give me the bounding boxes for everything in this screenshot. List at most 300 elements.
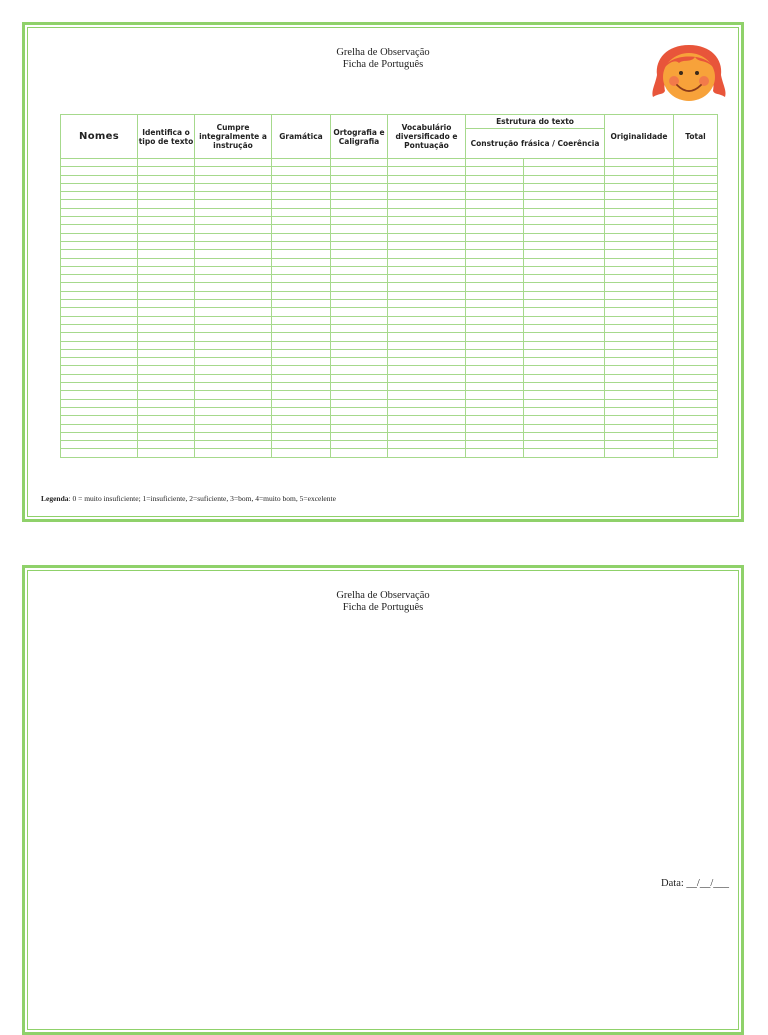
table-cell[interactable] — [331, 275, 388, 283]
table-cell[interactable] — [195, 217, 272, 225]
table-cell[interactable] — [61, 200, 138, 208]
table-cell[interactable] — [61, 217, 138, 225]
table-cell[interactable] — [272, 159, 331, 167]
table-cell[interactable] — [605, 341, 674, 349]
table-cell[interactable] — [61, 432, 138, 440]
table-cell[interactable] — [674, 159, 718, 167]
table-cell[interactable] — [272, 300, 331, 308]
table-cell[interactable] — [138, 424, 195, 432]
table-cell[interactable] — [272, 283, 331, 291]
table-cell[interactable] — [61, 266, 138, 274]
table-cell[interactable] — [524, 308, 605, 316]
table-cell[interactable] — [61, 333, 138, 341]
table-cell[interactable] — [605, 250, 674, 258]
table-cell[interactable] — [272, 217, 331, 225]
table-cell[interactable] — [524, 449, 605, 457]
table-cell[interactable] — [524, 258, 605, 266]
table-cell[interactable] — [388, 192, 466, 200]
table-cell[interactable] — [388, 233, 466, 241]
table-cell[interactable] — [61, 250, 138, 258]
table-cell[interactable] — [466, 283, 524, 291]
table-cell[interactable] — [331, 250, 388, 258]
table-cell[interactable] — [272, 324, 331, 332]
table-cell[interactable] — [524, 208, 605, 216]
table-cell[interactable] — [195, 349, 272, 357]
table-cell[interactable] — [195, 407, 272, 415]
table-cell[interactable] — [674, 449, 718, 457]
table-cell[interactable] — [272, 341, 331, 349]
table-cell[interactable] — [674, 250, 718, 258]
table-cell[interactable] — [195, 283, 272, 291]
table-cell[interactable] — [674, 383, 718, 391]
table-cell[interactable] — [466, 366, 524, 374]
table-cell[interactable] — [331, 383, 388, 391]
table-cell[interactable] — [138, 333, 195, 341]
table-cell[interactable] — [195, 374, 272, 382]
table-cell[interactable] — [524, 225, 605, 233]
table-cell[interactable] — [388, 333, 466, 341]
table-cell[interactable] — [138, 159, 195, 167]
table-cell[interactable] — [138, 407, 195, 415]
table-cell[interactable] — [195, 167, 272, 175]
table-cell[interactable] — [524, 250, 605, 258]
table-cell[interactable] — [138, 383, 195, 391]
table-cell[interactable] — [466, 225, 524, 233]
table-cell[interactable] — [466, 432, 524, 440]
table-cell[interactable] — [466, 324, 524, 332]
table-cell[interactable] — [61, 316, 138, 324]
table-cell[interactable] — [605, 241, 674, 249]
table-cell[interactable] — [605, 233, 674, 241]
table-cell[interactable] — [272, 167, 331, 175]
table-cell[interactable] — [138, 349, 195, 357]
table-cell[interactable] — [388, 217, 466, 225]
table-cell[interactable] — [388, 258, 466, 266]
table-cell[interactable] — [524, 366, 605, 374]
table-cell[interactable] — [61, 258, 138, 266]
table-cell[interactable] — [138, 366, 195, 374]
table-cell[interactable] — [61, 349, 138, 357]
table-cell[interactable] — [138, 308, 195, 316]
table-cell[interactable] — [195, 316, 272, 324]
table-cell[interactable] — [138, 449, 195, 457]
table-cell[interactable] — [331, 374, 388, 382]
table-cell[interactable] — [272, 308, 331, 316]
table-cell[interactable] — [195, 225, 272, 233]
table-cell[interactable] — [272, 432, 331, 440]
table-cell[interactable] — [195, 383, 272, 391]
table-cell[interactable] — [272, 192, 331, 200]
table-cell[interactable] — [524, 383, 605, 391]
table-cell[interactable] — [674, 283, 718, 291]
table-cell[interactable] — [195, 192, 272, 200]
table-cell[interactable] — [272, 349, 331, 357]
table-cell[interactable] — [272, 316, 331, 324]
table-cell[interactable] — [331, 200, 388, 208]
table-cell[interactable] — [466, 341, 524, 349]
table-cell[interactable] — [331, 266, 388, 274]
table-cell[interactable] — [331, 449, 388, 457]
table-cell[interactable] — [138, 175, 195, 183]
table-cell[interactable] — [195, 441, 272, 449]
table-cell[interactable] — [331, 233, 388, 241]
table-cell[interactable] — [674, 192, 718, 200]
table-cell[interactable] — [138, 300, 195, 308]
table-cell[interactable] — [61, 291, 138, 299]
table-cell[interactable] — [388, 324, 466, 332]
table-cell[interactable] — [138, 316, 195, 324]
table-cell[interactable] — [524, 159, 605, 167]
table-cell[interactable] — [195, 366, 272, 374]
table-cell[interactable] — [466, 441, 524, 449]
table-cell[interactable] — [605, 192, 674, 200]
table-cell[interactable] — [388, 283, 466, 291]
table-cell[interactable] — [272, 449, 331, 457]
table-cell[interactable] — [331, 159, 388, 167]
table-cell[interactable] — [674, 399, 718, 407]
table-cell[interactable] — [195, 391, 272, 399]
table-cell[interactable] — [331, 358, 388, 366]
table-cell[interactable] — [466, 358, 524, 366]
table-cell[interactable] — [466, 300, 524, 308]
table-cell[interactable] — [61, 275, 138, 283]
table-cell[interactable] — [466, 233, 524, 241]
table-cell[interactable] — [331, 283, 388, 291]
table-cell[interactable] — [195, 358, 272, 366]
table-cell[interactable] — [272, 391, 331, 399]
table-cell[interactable] — [674, 424, 718, 432]
table-cell[interactable] — [138, 324, 195, 332]
table-cell[interactable] — [605, 424, 674, 432]
table-cell[interactable] — [466, 200, 524, 208]
table-cell[interactable] — [61, 391, 138, 399]
table-cell[interactable] — [524, 241, 605, 249]
table-cell[interactable] — [331, 167, 388, 175]
table-cell[interactable] — [388, 358, 466, 366]
table-cell[interactable] — [388, 266, 466, 274]
table-cell[interactable] — [674, 432, 718, 440]
table-cell[interactable] — [524, 349, 605, 357]
table-cell[interactable] — [388, 407, 466, 415]
table-cell[interactable] — [331, 192, 388, 200]
table-cell[interactable] — [272, 233, 331, 241]
table-cell[interactable] — [195, 324, 272, 332]
table-cell[interactable] — [674, 225, 718, 233]
table-cell[interactable] — [61, 399, 138, 407]
table-cell[interactable] — [61, 159, 138, 167]
table-cell[interactable] — [388, 424, 466, 432]
table-cell[interactable] — [674, 358, 718, 366]
table-cell[interactable] — [272, 366, 331, 374]
table-cell[interactable] — [605, 175, 674, 183]
table-cell[interactable] — [272, 291, 331, 299]
table-cell[interactable] — [605, 383, 674, 391]
table-cell[interactable] — [195, 233, 272, 241]
table-cell[interactable] — [674, 300, 718, 308]
table-cell[interactable] — [466, 416, 524, 424]
table-cell[interactable] — [138, 167, 195, 175]
table-cell[interactable] — [331, 366, 388, 374]
table-cell[interactable] — [674, 241, 718, 249]
table-cell[interactable] — [466, 374, 524, 382]
table-cell[interactable] — [524, 217, 605, 225]
table-cell[interactable] — [466, 291, 524, 299]
table-cell[interactable] — [674, 217, 718, 225]
table-cell[interactable] — [61, 208, 138, 216]
table-cell[interactable] — [466, 159, 524, 167]
table-cell[interactable] — [331, 300, 388, 308]
table-cell[interactable] — [272, 399, 331, 407]
table-cell[interactable] — [524, 275, 605, 283]
table-cell[interactable] — [605, 407, 674, 415]
table-cell[interactable] — [138, 217, 195, 225]
table-cell[interactable] — [331, 291, 388, 299]
table-cell[interactable] — [195, 266, 272, 274]
table-cell[interactable] — [61, 300, 138, 308]
table-cell[interactable] — [605, 449, 674, 457]
table-cell[interactable] — [466, 183, 524, 191]
table-cell[interactable] — [61, 225, 138, 233]
table-cell[interactable] — [331, 407, 388, 415]
table-cell[interactable] — [195, 241, 272, 249]
table-cell[interactable] — [272, 175, 331, 183]
table-cell[interactable] — [331, 258, 388, 266]
table-cell[interactable] — [605, 258, 674, 266]
table-cell[interactable] — [331, 399, 388, 407]
table-cell[interactable] — [524, 283, 605, 291]
table-cell[interactable] — [388, 241, 466, 249]
table-cell[interactable] — [674, 208, 718, 216]
table-cell[interactable] — [524, 399, 605, 407]
table-cell[interactable] — [331, 333, 388, 341]
table-cell[interactable] — [138, 225, 195, 233]
table-cell[interactable] — [195, 300, 272, 308]
table-cell[interactable] — [388, 183, 466, 191]
table-cell[interactable] — [388, 383, 466, 391]
table-cell[interactable] — [466, 217, 524, 225]
table-cell[interactable] — [466, 167, 524, 175]
table-cell[interactable] — [466, 175, 524, 183]
table-cell[interactable] — [466, 399, 524, 407]
table-cell[interactable] — [195, 159, 272, 167]
table-cell[interactable] — [605, 333, 674, 341]
table-cell[interactable] — [138, 399, 195, 407]
table-cell[interactable] — [272, 441, 331, 449]
table-cell[interactable] — [674, 175, 718, 183]
table-cell[interactable] — [466, 258, 524, 266]
table-cell[interactable] — [138, 391, 195, 399]
table-cell[interactable] — [524, 175, 605, 183]
table-cell[interactable] — [138, 258, 195, 266]
table-cell[interactable] — [388, 308, 466, 316]
table-cell[interactable] — [674, 200, 718, 208]
table-cell[interactable] — [272, 333, 331, 341]
table-cell[interactable] — [61, 416, 138, 424]
table-cell[interactable] — [138, 241, 195, 249]
table-cell[interactable] — [138, 275, 195, 283]
table-cell[interactable] — [605, 159, 674, 167]
table-cell[interactable] — [272, 266, 331, 274]
table-cell[interactable] — [61, 175, 138, 183]
table-cell[interactable] — [272, 258, 331, 266]
table-cell[interactable] — [674, 324, 718, 332]
table-cell[interactable] — [524, 391, 605, 399]
table-cell[interactable] — [272, 241, 331, 249]
table-cell[interactable] — [331, 416, 388, 424]
table-cell[interactable] — [61, 383, 138, 391]
table-cell[interactable] — [466, 266, 524, 274]
table-cell[interactable] — [331, 316, 388, 324]
table-cell[interactable] — [524, 233, 605, 241]
table-cell[interactable] — [61, 167, 138, 175]
table-cell[interactable] — [605, 217, 674, 225]
table-cell[interactable] — [466, 449, 524, 457]
table-cell[interactable] — [61, 449, 138, 457]
table-cell[interactable] — [138, 374, 195, 382]
table-cell[interactable] — [331, 349, 388, 357]
table-cell[interactable] — [195, 258, 272, 266]
table-cell[interactable] — [674, 266, 718, 274]
table-cell[interactable] — [272, 225, 331, 233]
table-cell[interactable] — [388, 225, 466, 233]
table-cell[interactable] — [605, 167, 674, 175]
table-cell[interactable] — [524, 358, 605, 366]
table-cell[interactable] — [138, 441, 195, 449]
table-cell[interactable] — [331, 175, 388, 183]
table-cell[interactable] — [272, 374, 331, 382]
table-cell[interactable] — [524, 416, 605, 424]
table-cell[interactable] — [331, 217, 388, 225]
table-cell[interactable] — [388, 416, 466, 424]
table-cell[interactable] — [331, 208, 388, 216]
table-cell[interactable] — [605, 308, 674, 316]
table-cell[interactable] — [605, 300, 674, 308]
table-cell[interactable] — [605, 266, 674, 274]
table-cell[interactable] — [674, 275, 718, 283]
table-cell[interactable] — [674, 308, 718, 316]
table-cell[interactable] — [674, 233, 718, 241]
table-cell[interactable] — [466, 407, 524, 415]
table-cell[interactable] — [388, 250, 466, 258]
table-cell[interactable] — [524, 324, 605, 332]
table-cell[interactable] — [388, 349, 466, 357]
table-cell[interactable] — [61, 407, 138, 415]
table-cell[interactable] — [388, 341, 466, 349]
table-cell[interactable] — [605, 316, 674, 324]
table-cell[interactable] — [674, 441, 718, 449]
table-cell[interactable] — [605, 225, 674, 233]
table-cell[interactable] — [388, 366, 466, 374]
table-cell[interactable] — [388, 167, 466, 175]
table-cell[interactable] — [605, 208, 674, 216]
table-cell[interactable] — [388, 200, 466, 208]
table-cell[interactable] — [388, 275, 466, 283]
table-cell[interactable] — [524, 374, 605, 382]
table-cell[interactable] — [605, 391, 674, 399]
table-cell[interactable] — [61, 358, 138, 366]
table-cell[interactable] — [331, 441, 388, 449]
table-cell[interactable] — [331, 183, 388, 191]
table-cell[interactable] — [605, 366, 674, 374]
table-cell[interactable] — [605, 441, 674, 449]
table-cell[interactable] — [466, 383, 524, 391]
table-cell[interactable] — [466, 333, 524, 341]
table-cell[interactable] — [138, 283, 195, 291]
table-cell[interactable] — [61, 283, 138, 291]
table-cell[interactable] — [674, 374, 718, 382]
table-cell[interactable] — [524, 183, 605, 191]
table-cell[interactable] — [195, 175, 272, 183]
table-cell[interactable] — [195, 341, 272, 349]
table-cell[interactable] — [138, 250, 195, 258]
table-cell[interactable] — [524, 424, 605, 432]
table-cell[interactable] — [138, 208, 195, 216]
table-cell[interactable] — [524, 316, 605, 324]
table-cell[interactable] — [674, 333, 718, 341]
table-cell[interactable] — [466, 241, 524, 249]
table-cell[interactable] — [195, 200, 272, 208]
table-cell[interactable] — [61, 341, 138, 349]
table-cell[interactable] — [388, 374, 466, 382]
table-cell[interactable] — [466, 192, 524, 200]
table-cell[interactable] — [605, 432, 674, 440]
table-cell[interactable] — [138, 200, 195, 208]
table-cell[interactable] — [61, 374, 138, 382]
table-cell[interactable] — [605, 183, 674, 191]
table-cell[interactable] — [524, 407, 605, 415]
table-cell[interactable] — [331, 432, 388, 440]
table-cell[interactable] — [388, 441, 466, 449]
table-cell[interactable] — [61, 233, 138, 241]
table-cell[interactable] — [674, 316, 718, 324]
table-cell[interactable] — [138, 341, 195, 349]
table-cell[interactable] — [331, 391, 388, 399]
table-cell[interactable] — [61, 241, 138, 249]
table-cell[interactable] — [388, 300, 466, 308]
table-cell[interactable] — [388, 432, 466, 440]
table-cell[interactable] — [331, 225, 388, 233]
table-cell[interactable] — [674, 258, 718, 266]
table-cell[interactable] — [605, 399, 674, 407]
table-cell[interactable] — [466, 316, 524, 324]
table-cell[interactable] — [61, 192, 138, 200]
table-cell[interactable] — [61, 183, 138, 191]
table-cell[interactable] — [388, 175, 466, 183]
table-cell[interactable] — [195, 416, 272, 424]
table-cell[interactable] — [388, 391, 466, 399]
table-cell[interactable] — [605, 374, 674, 382]
table-cell[interactable] — [138, 291, 195, 299]
table-cell[interactable] — [674, 183, 718, 191]
table-cell[interactable] — [272, 424, 331, 432]
table-cell[interactable] — [272, 250, 331, 258]
table-cell[interactable] — [138, 233, 195, 241]
table-cell[interactable] — [61, 308, 138, 316]
table-cell[interactable] — [388, 316, 466, 324]
table-cell[interactable] — [195, 275, 272, 283]
table-cell[interactable] — [138, 432, 195, 440]
table-cell[interactable] — [388, 399, 466, 407]
table-cell[interactable] — [674, 291, 718, 299]
table-cell[interactable] — [466, 208, 524, 216]
table-cell[interactable] — [524, 441, 605, 449]
table-cell[interactable] — [605, 358, 674, 366]
table-cell[interactable] — [195, 333, 272, 341]
table-cell[interactable] — [524, 432, 605, 440]
table-cell[interactable] — [331, 308, 388, 316]
table-cell[interactable] — [195, 250, 272, 258]
table-cell[interactable] — [466, 424, 524, 432]
